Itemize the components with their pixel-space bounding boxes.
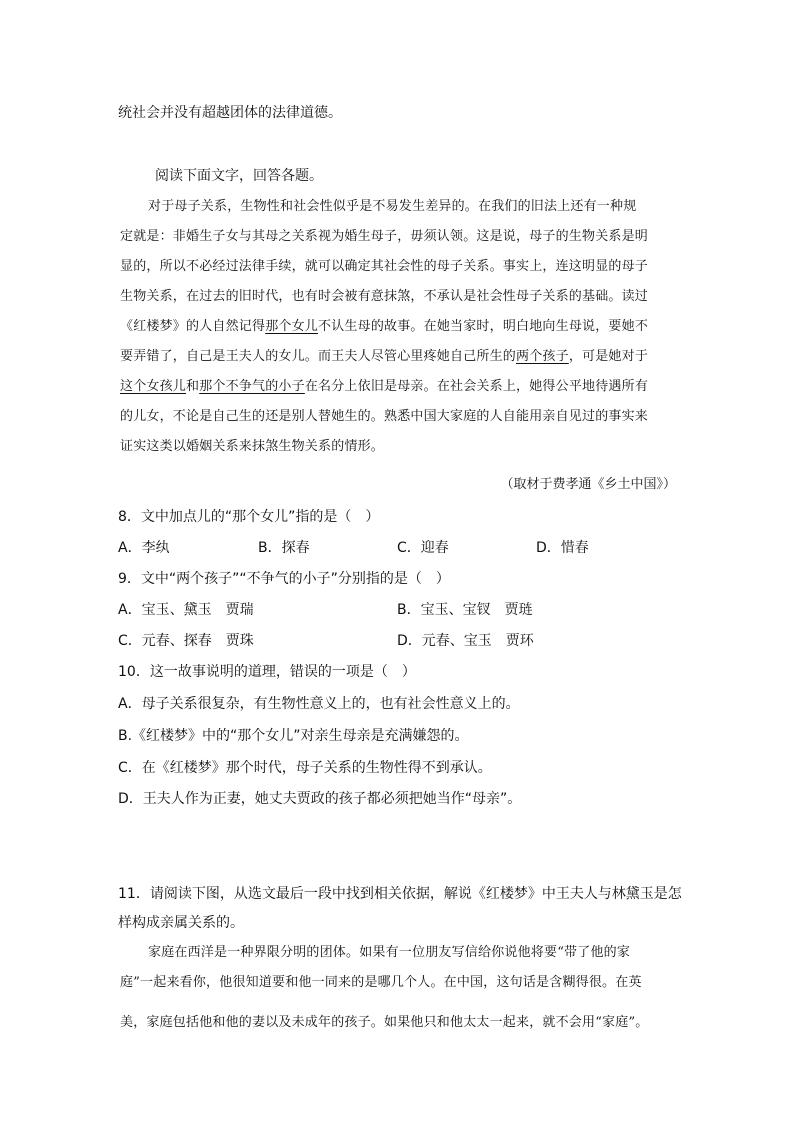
question-10-option-d: D．王夫人作为正妻，她丈夫贾政的孩子都必须把她当作“母亲”。 bbox=[118, 791, 522, 807]
source-citation: （取材于费孝通《乡土中国》） bbox=[500, 477, 676, 492]
passage-text: 不认生母的故事。在她当家时，明白地向生母说，要她不 bbox=[318, 319, 649, 334]
passage-text: 《红楼梦》的人自然记得 bbox=[120, 319, 266, 334]
continued-text-line: 统社会并没有超越团体的法律道德。 bbox=[118, 105, 342, 121]
passage-line bbox=[120, 347, 648, 367]
passage-text: 和 bbox=[186, 379, 200, 394]
question-10-option-a: A．母子关系很复杂，有生物性意义上的，也有社会性意义上的。 bbox=[118, 696, 520, 712]
passage-line: 显的，所以不必经过法律手续，就可以确定其社会性的母子关系。事实上，连这明显的母子 bbox=[120, 259, 649, 274]
question-8-stem: 8．文中加点儿的“那个女儿”指的是（ ） bbox=[118, 509, 380, 525]
question-10-option-c: C．在《红楼梦》那个时代，母子关系的生物性得不到承认。 bbox=[118, 760, 492, 776]
question-9-option-a: A．宝玉、黛玉 贾瑞 bbox=[118, 602, 254, 618]
question-9-stem: 9．文中“两个孩子”“不争气的小子”分别指的是（ ） bbox=[118, 571, 450, 587]
question-8-option-d: D．惜春 bbox=[536, 540, 589, 556]
question-11-stem-continued: 样构成亲属关系的。 bbox=[118, 915, 244, 931]
underlined-phrase-this-girl: 这个女孩儿 bbox=[120, 379, 187, 394]
question-9-option-d: D．元春、宝玉 贾环 bbox=[397, 633, 534, 649]
passage-line: 生物关系，在过去的旧时代，也有时会被有意抹煞，不承认是社会性母子关系的基础。读过 bbox=[120, 289, 649, 304]
passage-line: 的儿女，不论是自己生的还是别人替她生的。熟悉中国大家庭的人自能用亲自见过的事实来 bbox=[120, 409, 649, 424]
passage-line bbox=[120, 317, 648, 337]
underlined-phrase-unworthy-son: 那个不争气的小子 bbox=[199, 379, 305, 394]
passage-text: 要弄错了，自己是王夫人的女儿。而王夫人尽管心里疼她自己所生的 bbox=[120, 349, 517, 364]
passage-2-line: 庭”一起来看你，他很知道要和他一同来的是哪几个人。在中国，这句话是含糊得很。在英 bbox=[120, 975, 642, 990]
passage-2-line: 美，家庭包括他和他的妻以及未成年的孩子。如果他只和他太太一起来，就不会用“家庭”。 bbox=[120, 1015, 649, 1030]
question-10-stem: 10．这一故事说明的道理，错误的一项是（ ） bbox=[118, 664, 416, 680]
question-11-stem: 11．请阅读下图，从选文最后一段中找到相关依据，解说《红楼梦》中王夫人与林黛玉是怎 bbox=[118, 886, 682, 902]
passage-text: ，可是她对于 bbox=[568, 349, 649, 364]
question-8-option-a: A．李纨 bbox=[118, 540, 170, 556]
passage-2-line: 家庭在西洋是一种界限分明的团体。如果有一位朋友写信给你说他将要“带了他的家 bbox=[148, 945, 631, 960]
question-8-option-c: C．迎春 bbox=[397, 540, 449, 556]
question-10-option-b: B.《红楼梦》中的“那个女儿”对亲生母亲是充满嫌怨的。 bbox=[118, 728, 469, 744]
passage-text: 在名分上依旧是母亲。在社会关系上，她得公平地待遇所有 bbox=[304, 379, 649, 394]
underlined-phrase-that-daughter: 那个女儿 bbox=[265, 319, 319, 334]
question-9-option-b: B．宝玉、宝钗 贾琏 bbox=[397, 602, 533, 618]
question-9-option-c: C．元春、探春 贾珠 bbox=[118, 633, 254, 649]
underlined-phrase-two-children: 两个孩子 bbox=[516, 349, 569, 364]
passage-line bbox=[120, 377, 648, 397]
passage-line: 证实这类以婚姻关系来抹煞生物关系的情形。 bbox=[120, 439, 385, 454]
passage-line: 定就是：非婚生子女与其母之关系视为婚生母子，毋须认领。这是说，母子的生物关系是明 bbox=[120, 229, 649, 244]
section-intro: 阅读下面文字，回答各题。 bbox=[155, 168, 323, 184]
question-8-option-b: B．探春 bbox=[258, 540, 310, 556]
passage-line: 对于母子关系，生物性和社会性似乎是不易发生差异的。在我们的旧法上还有一种规 bbox=[148, 199, 637, 214]
